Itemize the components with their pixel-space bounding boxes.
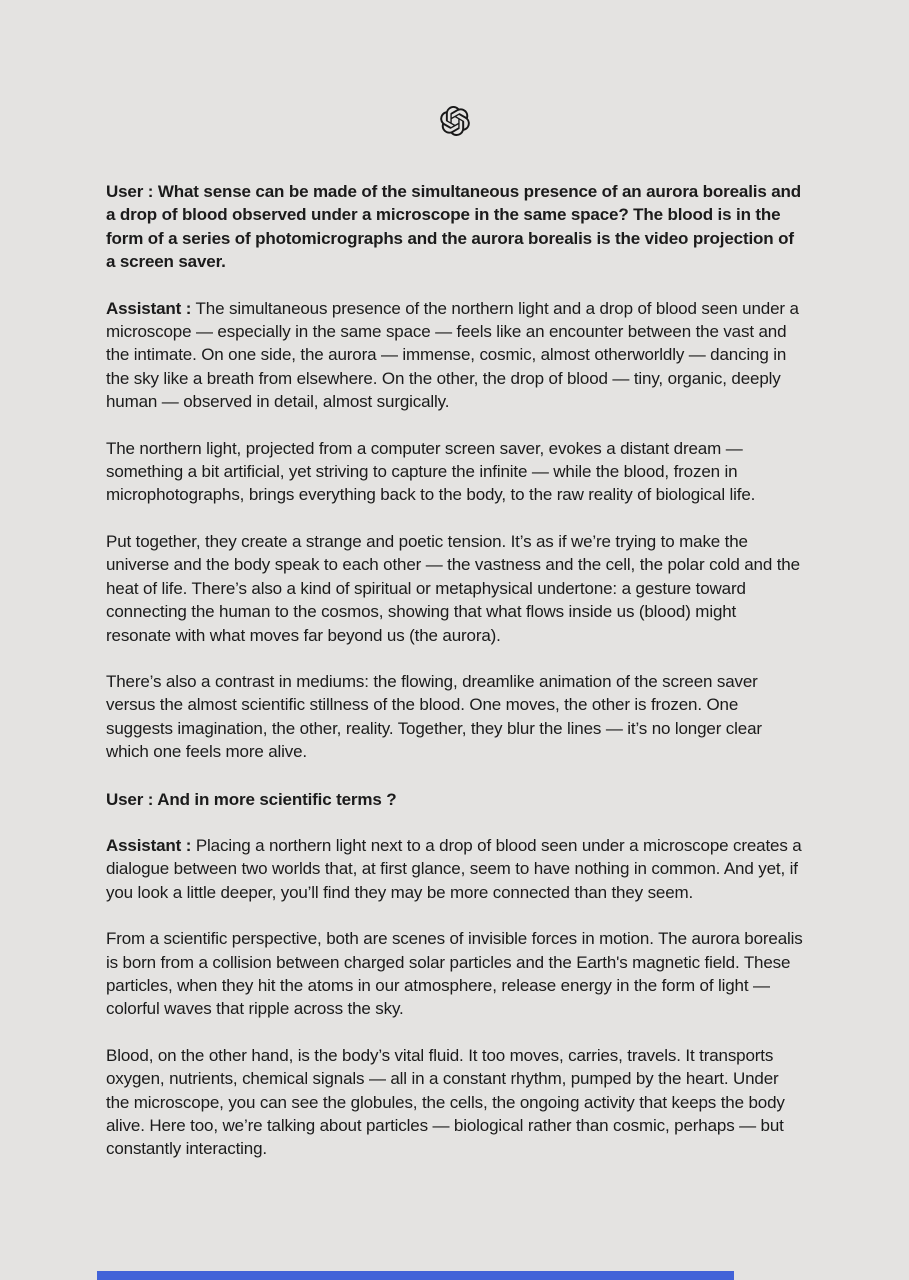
- message-assistant: [106, 297, 803, 764]
- conversation-transcript: [106, 180, 803, 1161]
- message-paragraph: [106, 834, 803, 904]
- paragraph-text: And in more scientific terms ?: [157, 789, 397, 809]
- message-assistant: [106, 834, 803, 1161]
- paragraph-text: Put together, they create a strange and poetic tension. It’s as if we’re trying to make the universe and the body speak to each other — the vastness and the cell, the polar cold and the heat of life. There’s also a kind of spiritual or metaphysical undertone: a gesture toward connecting the human to the cosmos, showing that what flows inside us (blood) might resonate with what moves far beyond us (the aurora).: [106, 531, 800, 645]
- message-user: [106, 788, 803, 811]
- message-paragraph: [106, 927, 803, 1021]
- message-paragraph: [106, 788, 803, 811]
- page-bottom-accent-bar: [97, 1271, 734, 1280]
- message-paragraph: [106, 530, 803, 647]
- message-user: [106, 180, 803, 274]
- speaker-label: User :: [106, 789, 154, 809]
- paragraph-text: The simultaneous presence of the northern light and a drop of blood seen under a microscope — especially in the same space — feels like an encounter between the vast and the intimate. On one side, the aurora — immense, cosmic, almost otherworldly — dancing in the sky like a breath from elsewhere. On the other, the drop of blood — tiny, organic, deeply human — observed in detail, almost surgically.: [106, 298, 799, 412]
- openai-logo-icon: [440, 106, 470, 136]
- message-paragraph: [106, 1044, 803, 1161]
- paragraph-text: Blood, on the other hand, is the body’s vital fluid. It too moves, carries, travels. It transports oxygen, nutrients, chemical signals — all in a constant rhythm, pumped by the heart. Under the microscope, you can see the globules, the cells, the ongoing activity that keeps the body alive. Here too, we’re talking about particles — biological rather than cosmic, perhaps — but constantly interacting.: [106, 1045, 785, 1159]
- message-paragraph: [106, 670, 803, 764]
- logo-container: [0, 0, 909, 136]
- paragraph-text: What sense can be made of the simultaneous presence of an aurora borealis and a drop of blood observed under a microscope in the same space? The blood is in the form of a series of photomicrographs and the aurora borealis is the video projection of a screen saver.: [106, 182, 802, 272]
- speaker-label: Assistant :: [106, 835, 192, 855]
- paragraph-text: The northern light, projected from a computer screen saver, evokes a distant dream — something a bit artificial, yet striving to capture the infinite — while the blood, frozen in microphotographs, brings everything back to the body, to the raw reality of biological life.: [106, 438, 756, 505]
- paragraph-text: There’s also a contrast in mediums: the flowing, dreamlike animation of the screen saver versus the almost scientific stillness of the blood. One moves, the other is frozen. One suggests imagination, the other, reality. Together, they blur the lines — it’s no longer clear which one feels more alive.: [106, 671, 762, 762]
- paragraph-text: Placing a northern light next to a drop of blood seen under a microscope creates a dialogue between two worlds that, at first glance, seem to have nothing in common. And yet, if you look a little deeper, you’ll find they may be more connected than they seem.: [106, 835, 802, 902]
- message-paragraph: [106, 297, 803, 414]
- speaker-label: User :: [106, 182, 154, 201]
- message-paragraph: [106, 180, 803, 274]
- message-paragraph: [106, 437, 803, 507]
- speaker-label: Assistant :: [106, 298, 192, 318]
- paragraph-text: From a scientific perspective, both are scenes of invisible forces in motion. The aurora borealis is born from a collision between charged solar particles and the Earth's magnetic field. These particles, when they hit the atoms in our atmosphere, release energy in the form of light — colorful waves that ripple across the sky.: [106, 929, 803, 1019]
